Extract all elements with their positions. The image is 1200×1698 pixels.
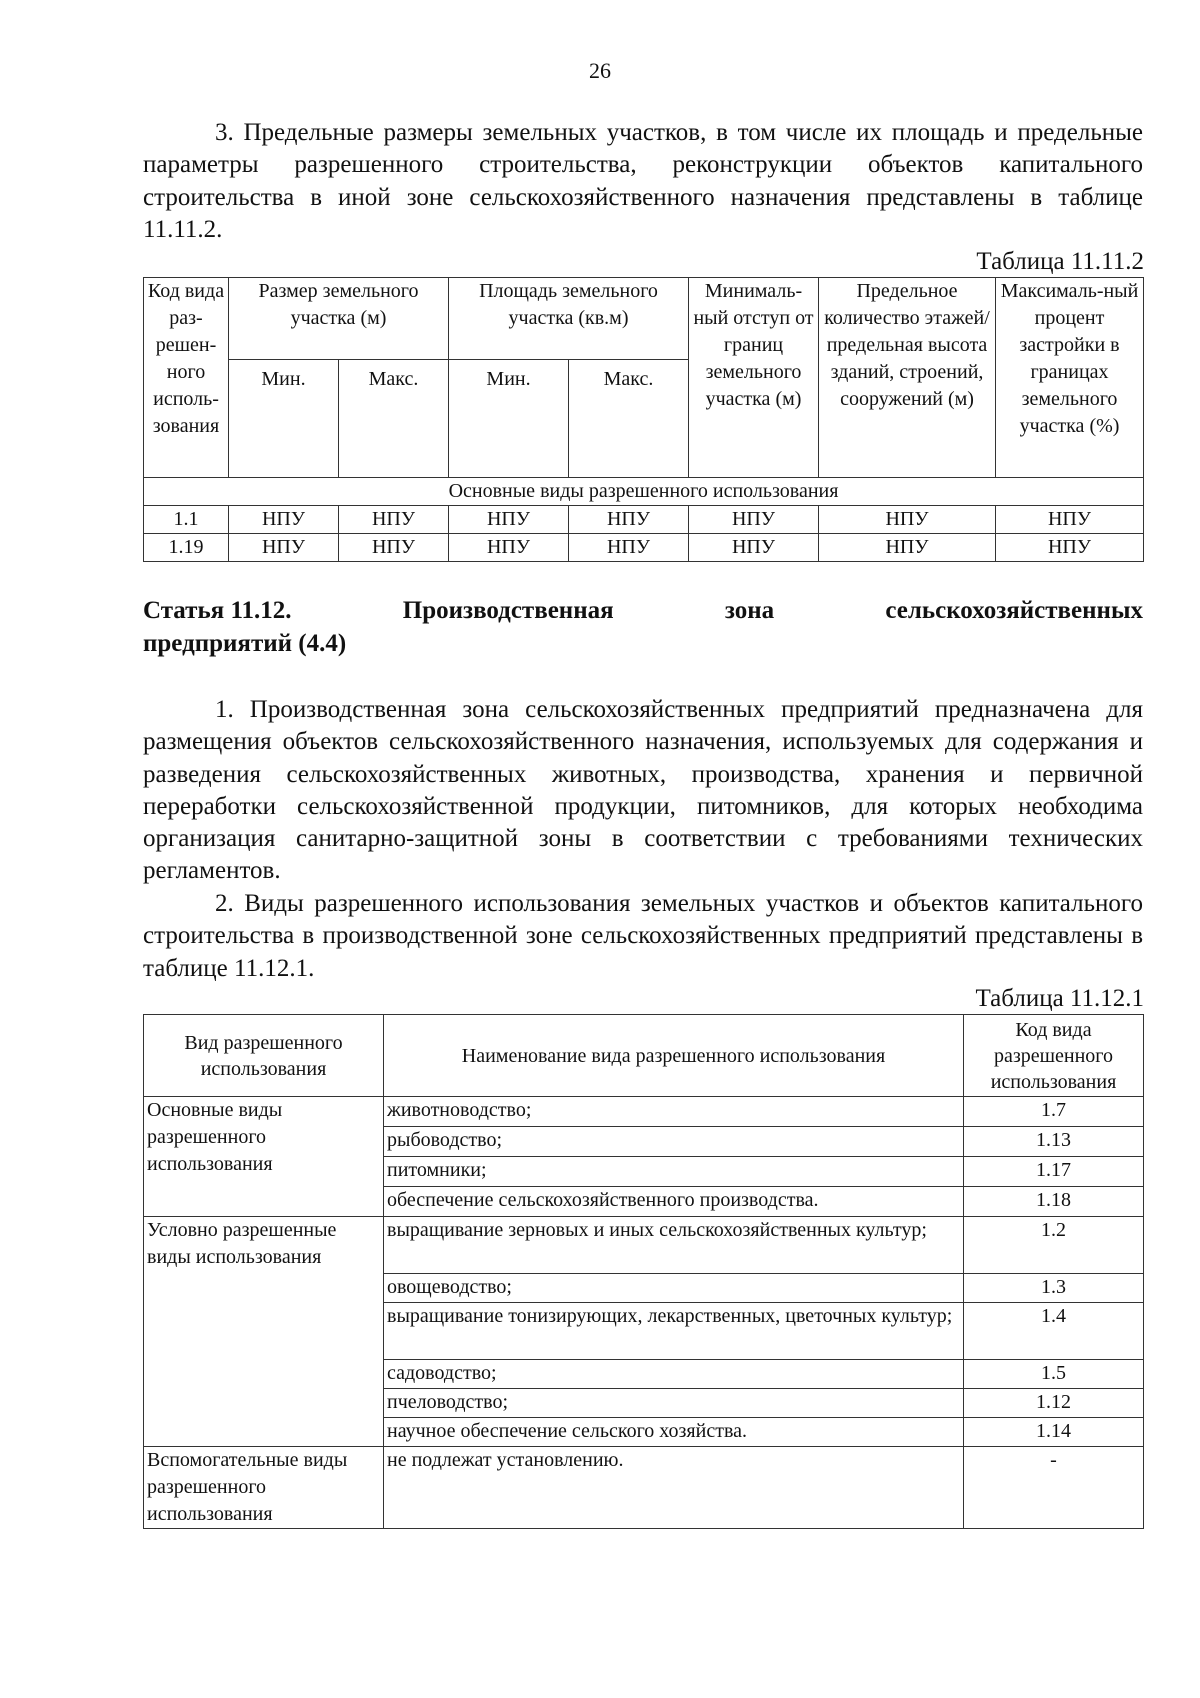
use-name: питомники; <box>384 1157 964 1187</box>
header-kind: Вид разрешенного использования <box>144 1015 384 1097</box>
use-name: выращивание зерновых и иных сельскохозяйственных культур; <box>384 1217 964 1274</box>
use-code: 1.14 <box>964 1418 1144 1447</box>
article-heading <box>143 594 1143 660</box>
paragraph-3 <box>143 117 1143 246</box>
header-size: Размер земельного участка (м) <box>229 278 449 360</box>
table-cell: 1.1 <box>144 506 229 534</box>
use-name: не подлежат установлению. <box>384 1447 964 1529</box>
use-code: - <box>964 1447 1144 1529</box>
use-code: 1.13 <box>964 1127 1144 1157</box>
header-area-max: Макс. <box>569 360 689 478</box>
table-row <box>144 1097 1144 1127</box>
table-caption: Таблица 11.11.2 <box>976 248 1144 275</box>
header-floors: Предельное количество этажей/ предельная высота зданий, строений, сооружений (м) <box>819 278 996 478</box>
article-title-line: предприятий (4.4) <box>143 630 347 657</box>
table-cell: НПУ <box>339 534 449 562</box>
permitted-use-table <box>143 1014 1144 1529</box>
header-name: Наименование вида разрешенного использования <box>384 1015 964 1097</box>
page-number: 26 <box>589 58 611 83</box>
table-cell: НПУ <box>689 506 819 534</box>
table-cell: НПУ <box>339 506 449 534</box>
header-area: Площадь земельного участка (кв.м) <box>449 278 689 360</box>
use-code: 1.4 <box>964 1303 1144 1360</box>
table-row <box>144 534 1144 562</box>
table-cell: НПУ <box>569 506 689 534</box>
use-name: животноводство; <box>384 1097 964 1127</box>
use-code: 1.5 <box>964 1360 1144 1389</box>
table-cell: НПУ <box>689 534 819 562</box>
article-word: сельскохозяйственных <box>885 597 1143 624</box>
group-name: Вспомогательные виды разрешенного использования <box>144 1447 384 1529</box>
header-coverage: Максималь-ный процент застройки в границах земельного участка (%) <box>996 278 1144 478</box>
table-cell: 1.19 <box>144 534 229 562</box>
use-name: овощеводство; <box>384 1274 964 1303</box>
header-area-min: Мин. <box>449 360 569 478</box>
paragraph-text: Предельные размеры земельных участков, в том числе их площадь и предельные параметры разрешенного строительства, реконструкции объектов капитального строительства в иной зоне сельскохозяйственного назначения представлены в таблице 11.11.2. <box>143 119 1144 243</box>
use-name: обеспечение сельскохозяйственного производства. <box>384 1187 964 1217</box>
use-code: 1.17 <box>964 1157 1144 1187</box>
table-cell: НПУ <box>229 506 339 534</box>
paragraph-number: 2. <box>215 890 234 917</box>
table-cell: НПУ <box>996 534 1144 562</box>
article-word: Производственная <box>402 597 614 624</box>
use-code: 1.18 <box>964 1187 1144 1217</box>
table-cell: НПУ <box>996 506 1144 534</box>
use-name: рыбоводство; <box>384 1127 964 1157</box>
table-row <box>144 506 1144 534</box>
header-code: Код вида раз-решен-ного исполь-зования <box>144 278 229 478</box>
use-code: 1.3 <box>964 1274 1144 1303</box>
table-cell: НПУ <box>819 506 996 534</box>
header-size-max: Макс. <box>339 360 449 478</box>
header-code: Код вида разрешенного использования <box>964 1015 1144 1097</box>
table-caption: Таблица 11.12.1 <box>975 985 1144 1012</box>
group-name: Условно разрешенные виды использования <box>144 1217 384 1447</box>
table-row <box>144 1217 1144 1274</box>
header-size-min: Мин. <box>229 360 339 478</box>
paragraph-1 <box>143 694 1143 888</box>
header-setback: Минималь-ный отступ от границ земельного участка (м) <box>689 278 819 478</box>
section-row: Основные виды разрешенного использования <box>144 478 1144 506</box>
table-cell: НПУ <box>819 534 996 562</box>
table-cell: НПУ <box>449 534 569 562</box>
article-number: Статья 11.12. <box>143 597 292 624</box>
paragraph-2 <box>143 888 1143 985</box>
table-row <box>144 1447 1144 1529</box>
use-name: научное обеспечение сельского хозяйства. <box>384 1418 964 1447</box>
use-code: 1.12 <box>964 1389 1144 1418</box>
use-code: 1.7 <box>964 1097 1144 1127</box>
paragraph-number: 3. <box>215 119 234 146</box>
paragraph-number: 1. <box>215 696 234 723</box>
table-cell: НПУ <box>449 506 569 534</box>
limits-table <box>143 277 1144 562</box>
use-code: 1.2 <box>964 1217 1144 1274</box>
group-name: Основные виды разрешенного использования <box>144 1097 384 1217</box>
paragraph-text: Производственная зона сельскохозяйственных предприятий предназначена для размещения объектов сельскохозяйственного назначения, используемых для содержания и разведения сельскохозяйственных животных, производства, хранения и первичной переработки сельскохозяйственной продукции, питомников, для которых необходима организация санитарно-защитной зоны в соответствии с требованиями технических регламентов. <box>143 696 1143 885</box>
paragraph-text: Виды разрешенного использования земельных участков и объектов капитального строительства в производственной зоне сельскохозяйственных предприятий представлены в таблице 11.12.1. <box>143 890 1144 982</box>
table-cell: НПУ <box>229 534 339 562</box>
use-name: садоводство; <box>384 1360 964 1389</box>
use-name: выращивание тонизирующих, лекарственных, цветочных культур; <box>384 1303 964 1360</box>
article-word: зона <box>724 597 775 624</box>
table-cell: НПУ <box>569 534 689 562</box>
use-name: пчеловодство; <box>384 1389 964 1418</box>
